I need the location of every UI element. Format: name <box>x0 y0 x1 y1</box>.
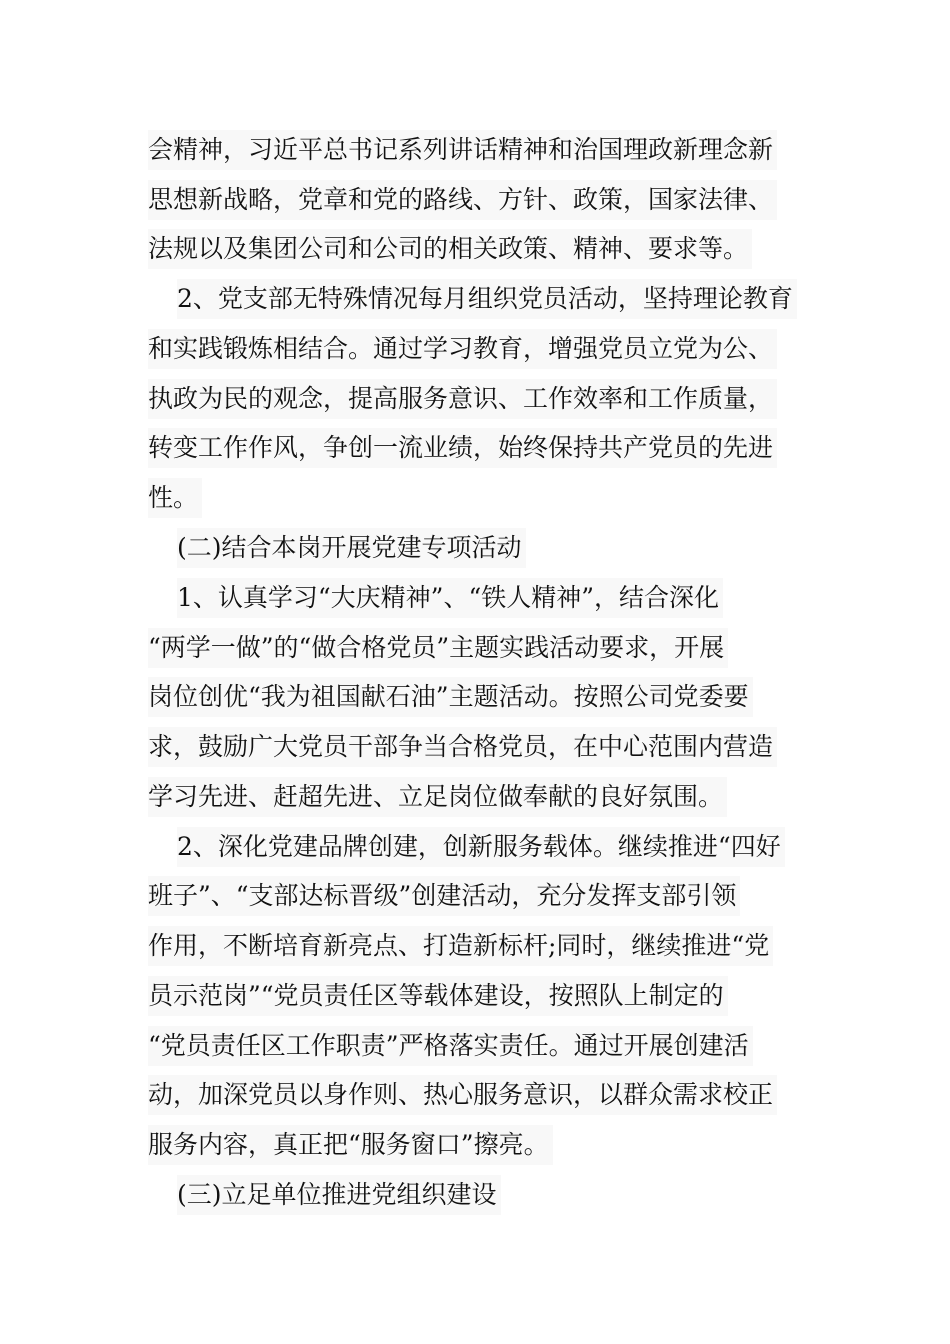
text-line: 2、党支部无特殊情况每月组织党员活动，坚持理论教育 <box>177 279 797 319</box>
section-heading: (三)立足单位推进党组织建设 <box>177 1175 501 1215</box>
text-line: 和实践锻炼相结合。通过学习教育，增强党员立党为公、 <box>148 329 777 369</box>
text-line: 动，加深党员以身作则、热心服务意识，以群众需求校正 <box>148 1075 777 1115</box>
text-line: 员示范岗”“党员责任区等载体建设，按照队上制定的 <box>148 976 728 1016</box>
text-line: 2、深化党建品牌创建，创新服务载体。继续推进“四好 <box>177 827 785 867</box>
text-line: “党员责任区工作职责”严格落实责任。通过开展创建活 <box>148 1026 753 1066</box>
text-line: 班子”、“支部达标晋级”创建活动，充分发挥支部引领 <box>148 876 740 916</box>
text-line: 转变工作作风，争创一流业绩，始终保持共产党员的先进 <box>148 428 777 468</box>
text-line: 求，鼓励广大党员干部争当合格党员，在中心范围内营造 <box>148 727 777 767</box>
text-line: 岗位创优“我为祖国献石油”主题活动。按照公司党委要 <box>148 677 753 717</box>
text-line: 作用，不断培育新亮点、打造新标杆;同时，继续推进“党 <box>148 926 773 966</box>
text-line: 学习先进、赶超先进、立足岗位做奉献的良好氛围。 <box>148 777 727 817</box>
text-line: 法规以及集团公司和公司的相关政策、精神、要求等。 <box>148 229 752 269</box>
text-line: 思想新战略，党章和党的路线、方针、政策，国家法律、 <box>148 180 777 220</box>
section-heading: (二)结合本岗开展党建专项活动 <box>177 528 526 568</box>
text-line: 服务内容，真正把“服务窗口”擦亮。 <box>148 1125 553 1165</box>
text-line: 性。 <box>148 478 202 518</box>
text-line: 1、认真学习“大庆精神”、“铁人精神”，结合深化 <box>177 578 723 618</box>
text-line: “两学一做”的“做合格党员”主题实践活动要求，开展 <box>148 628 728 668</box>
text-line: 会精神，习近平总书记系列讲话精神和治国理政新理念新 <box>148 130 777 170</box>
text-line: 执政为民的观念，提高服务意识、工作效率和工作质量， <box>148 379 777 419</box>
